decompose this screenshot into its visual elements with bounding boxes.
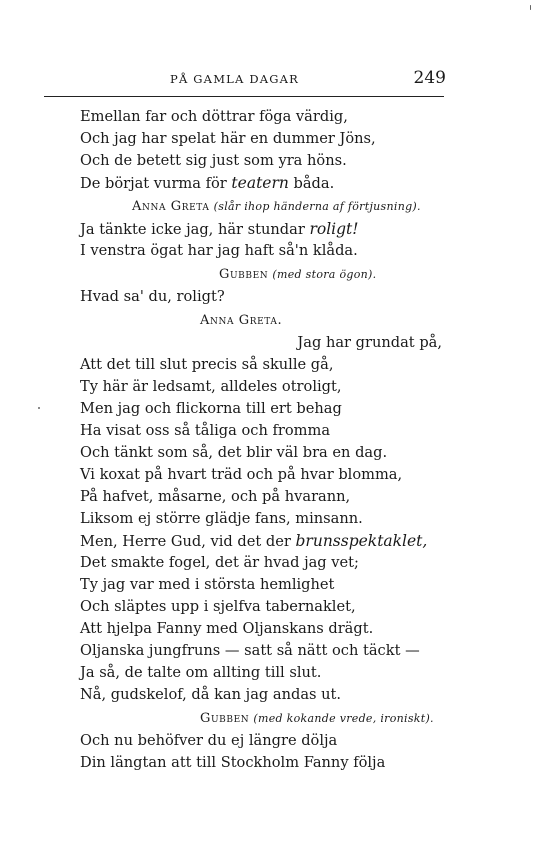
verse-line: Ha visat oss så tåliga och fromma xyxy=(80,422,331,439)
verse-line xyxy=(80,173,334,194)
speaker-name: Anna Greta. xyxy=(200,313,283,328)
verse-line: Ty här är ledsamt, alldeles otroligt, xyxy=(80,378,342,395)
emphasis-text: teatern xyxy=(231,174,289,192)
verse-line: Hvad sa' du, roligt? xyxy=(80,288,225,305)
scan-speck xyxy=(530,5,531,10)
speaker-heading xyxy=(132,197,421,217)
verse-line: Ja så, de talte om allting till slut. xyxy=(80,664,322,681)
verse-line: Nå, gudskelof, då kan jag andas ut. xyxy=(80,686,342,703)
verse-line: På hafvet, måsarne, och på hvarann, xyxy=(80,488,351,505)
verse-line: Och tänkt som så, det blir väl bra en dag. xyxy=(80,444,388,461)
speaker-heading xyxy=(200,311,282,331)
verse-line: Att hjelpa Fanny med Oljanskans drägt. xyxy=(80,620,374,637)
verse-line: I venstra ögat har jag haft så'n klåda. xyxy=(80,242,358,259)
page-number: 249 xyxy=(413,68,446,88)
verse-line: Jag har grundat på, xyxy=(297,334,442,351)
stage-direction: (med kokande vrede, ironiskt). xyxy=(253,712,434,725)
verse-line: Emellan far och döttrar föga värdig, xyxy=(80,108,348,125)
verse-line: Men jag och flickorna till ert behag xyxy=(80,400,342,417)
speaker-name: Anna Greta xyxy=(132,199,210,214)
verse-text: Men, Herre Gud, vid det der xyxy=(80,533,296,550)
speaker-heading xyxy=(219,265,376,285)
verse-text: båda. xyxy=(288,175,335,192)
verse-text: De börjat vurma för xyxy=(80,175,232,192)
verse-line: Oljanska jungfruns — satt så nätt och täckt — xyxy=(80,642,420,659)
stage-direction: (slår ihop händerna af förtjusning). xyxy=(213,200,421,213)
verse-line: Din längtan att till Stockholm Fanny följa xyxy=(80,754,386,771)
speaker-name: Gubben xyxy=(219,267,269,282)
verse-line: Det smakte fogel, det är hvad jag vet; xyxy=(80,554,359,571)
running-title: PÅ GAMLA DAGAR xyxy=(170,72,300,86)
verse-line: Och jag har spelat här en dummer Jöns, xyxy=(80,130,376,147)
speaker-heading xyxy=(200,709,434,729)
emphasis-text: roligt! xyxy=(309,220,359,238)
speaker-name: Gubben xyxy=(200,711,250,726)
emphasis-text: brunsspektaklet, xyxy=(295,532,428,550)
verse-line: Ty jag var med i största hemlighet xyxy=(80,576,335,593)
verse-line: Att det till slut precis så skulle gå, xyxy=(80,356,334,373)
verse-line: Och de betett sig just som yra höns. xyxy=(80,152,347,169)
verse-line: Liksom ej större glädje fans, minsann. xyxy=(80,510,363,527)
scan-speck xyxy=(38,407,40,409)
stage-direction: (med stora ögon). xyxy=(272,268,377,281)
verse-line: Och släptes upp i sjelfva tabernaklet, xyxy=(80,598,356,615)
verse-line: Och nu behöfver du ej längre dölja xyxy=(80,732,338,749)
verse-text: Ja tänkte icke jag, här stundar xyxy=(80,221,310,238)
verse-line xyxy=(80,531,427,552)
verse-line xyxy=(80,219,359,240)
running-head xyxy=(80,68,446,92)
header-rule xyxy=(44,96,444,97)
verse-line: Vi koxat på hvart träd och på hvar blomma, xyxy=(80,466,403,483)
